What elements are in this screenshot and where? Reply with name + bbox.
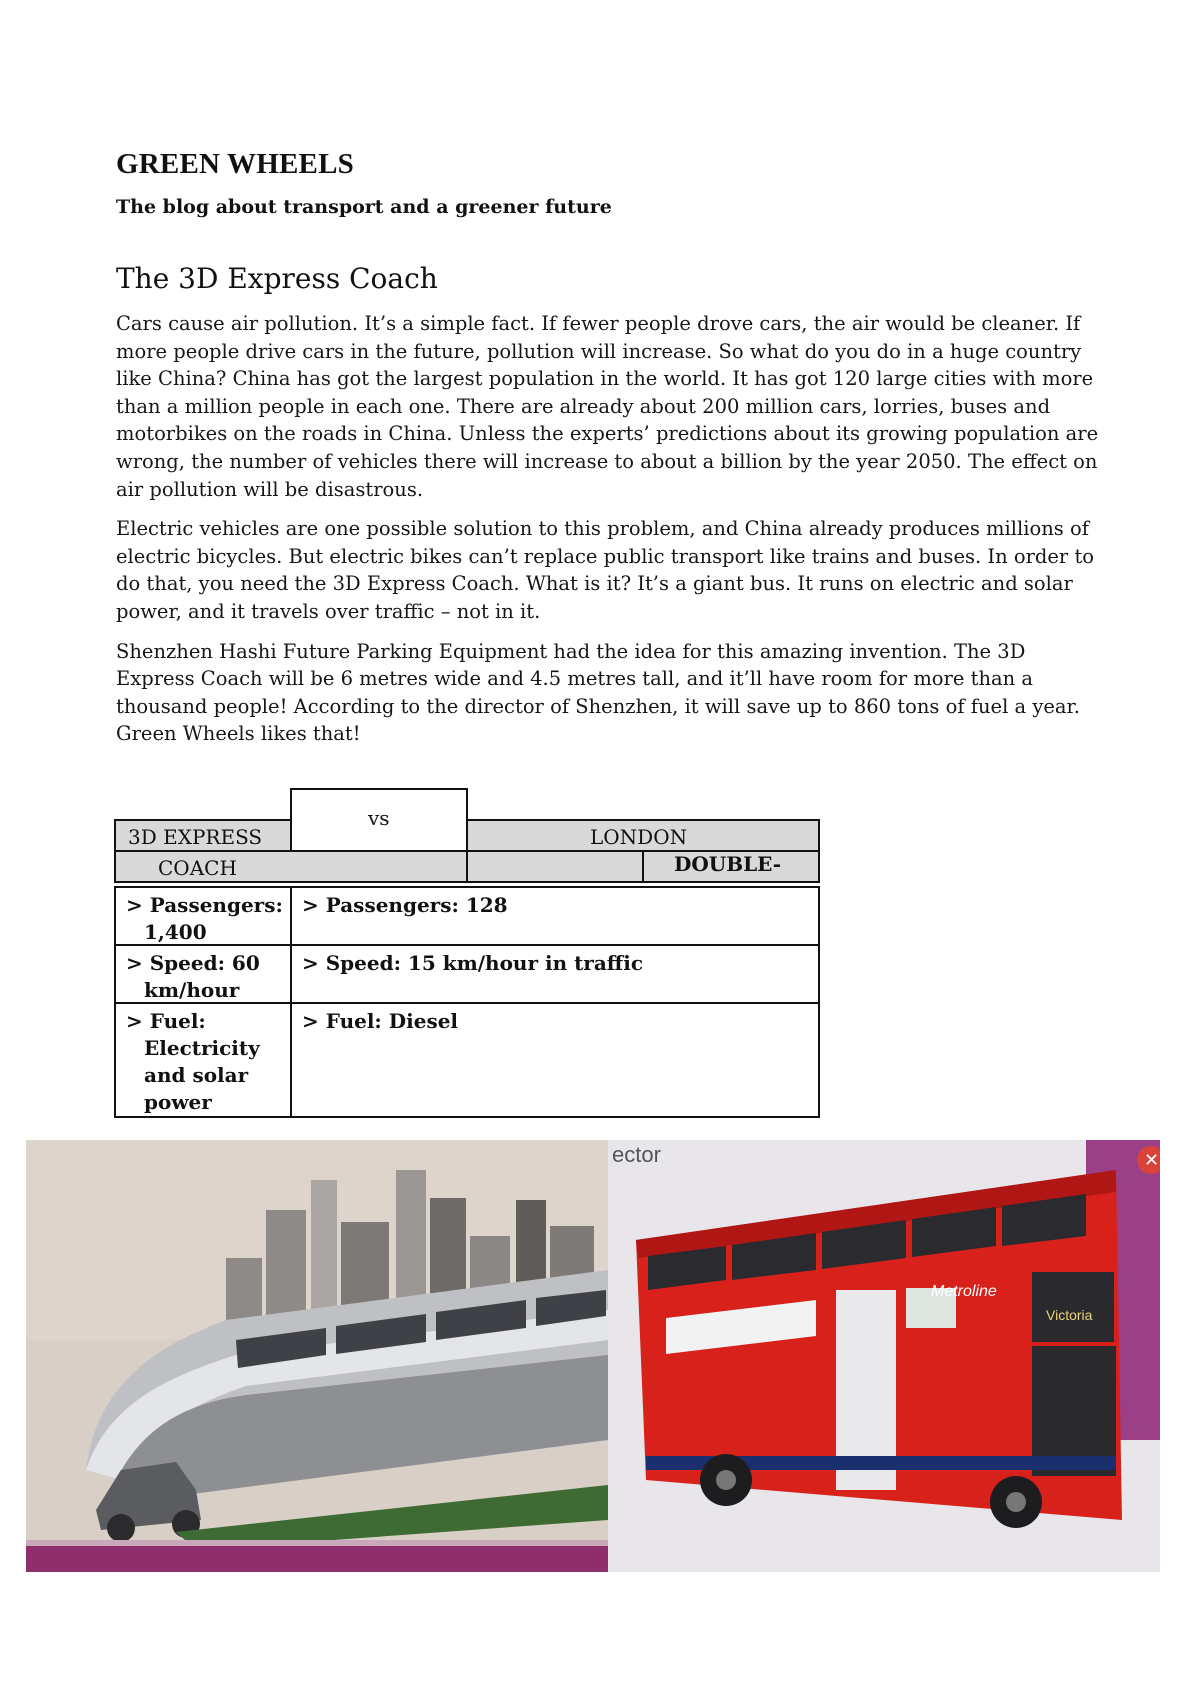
table-row: [290, 1002, 820, 1118]
table-row: [114, 886, 292, 946]
row-left-line: 1,400: [144, 920, 207, 944]
blog-subtitle: The blog about transport and a greener future: [116, 196, 612, 218]
left-header-line1: 3D EXPRESS: [128, 825, 263, 849]
table-row: [114, 944, 292, 1004]
table-row: [114, 1002, 292, 1118]
comparison-table: [114, 788, 820, 1118]
left-header-cell: [114, 819, 292, 852]
left-header-line2: COACH: [158, 856, 237, 880]
bus-destination: Victoria: [1046, 1307, 1093, 1323]
table-row: [290, 886, 820, 946]
vehicles-photo: [26, 1140, 1160, 1572]
vs-label: vs: [368, 806, 390, 830]
right-header-cell-2b: [642, 850, 820, 883]
row-left-line: km/hour: [144, 978, 240, 1002]
row-left-line: power: [144, 1090, 212, 1114]
left-header-cell-2: [114, 850, 468, 883]
blog-title: GREEN WHEELS: [116, 148, 354, 180]
magenta-stripe: [26, 1545, 608, 1572]
right-header-line1: LONDON: [590, 825, 688, 849]
bus-ad-text: Metroline: [931, 1283, 997, 1300]
row-left-line: > Passengers:: [126, 893, 283, 917]
row-left-line: > Speed: 60: [126, 951, 260, 975]
row-right-text: > Speed: 15 km/hour in traffic: [302, 951, 643, 975]
right-header-cell-2a: [466, 850, 644, 883]
paragraph: Electric vehicles are one possible solution to this problem, and China already produces millions of electric bicycles. But electric bikes can’t replace public transport like trains and buses. In order to do that, you need the 3D Express Coach. What is it? It’s a giant bus. It runs on electric and solar power, and it travels over traffic – not in it.: [116, 517, 1095, 623]
row-right-text: > Passengers: 128: [302, 893, 508, 917]
right-header-line2: DOUBLE-: [674, 852, 782, 876]
article-title: The 3D Express Coach: [116, 262, 438, 295]
paragraph: Shenzhen Hashi Future Parking Equipment had the idea for this amazing invention. The 3D Express Coach will be 6 metres wide and 4.5 metres tall, and it’ll have room for more than a thousand people! According to the director of Shenzhen, it will save up to 860 tons of fuel a year. Green Wheels likes that!: [116, 639, 1080, 746]
article-body: [116, 310, 1106, 760]
photo-caption-text: ector: [612, 1142, 661, 1167]
row-left-line: Electricity: [144, 1036, 260, 1060]
row-right-text: > Fuel: Diesel: [302, 1009, 459, 1033]
row-left-line: > Fuel:: [126, 1009, 206, 1033]
vs-cell: [290, 788, 468, 852]
table-row: [290, 944, 820, 1004]
row-left-line: and solar: [144, 1063, 249, 1087]
paragraph: Cars cause air pollution. It’s a simple fact. If fewer people drove cars, the air would be cleaner. If more people drive cars in the future, pollution will increase. So what do you do in a huge country like China? China has got the largest population in the world. It has got 120 large cities with more than a million people in each one. There are already about 200 million cars, lorries, buses and motorbikes on the roads in China. Unless the experts’ predictions about its growing population are wrong, the number of vehicles there will increase to about a billion by the year 2050. The effect on air pollution will be disastrous.: [116, 312, 1099, 501]
svg-text:✕: ✕: [1144, 1150, 1160, 1170]
right-header-cell: [466, 819, 820, 852]
